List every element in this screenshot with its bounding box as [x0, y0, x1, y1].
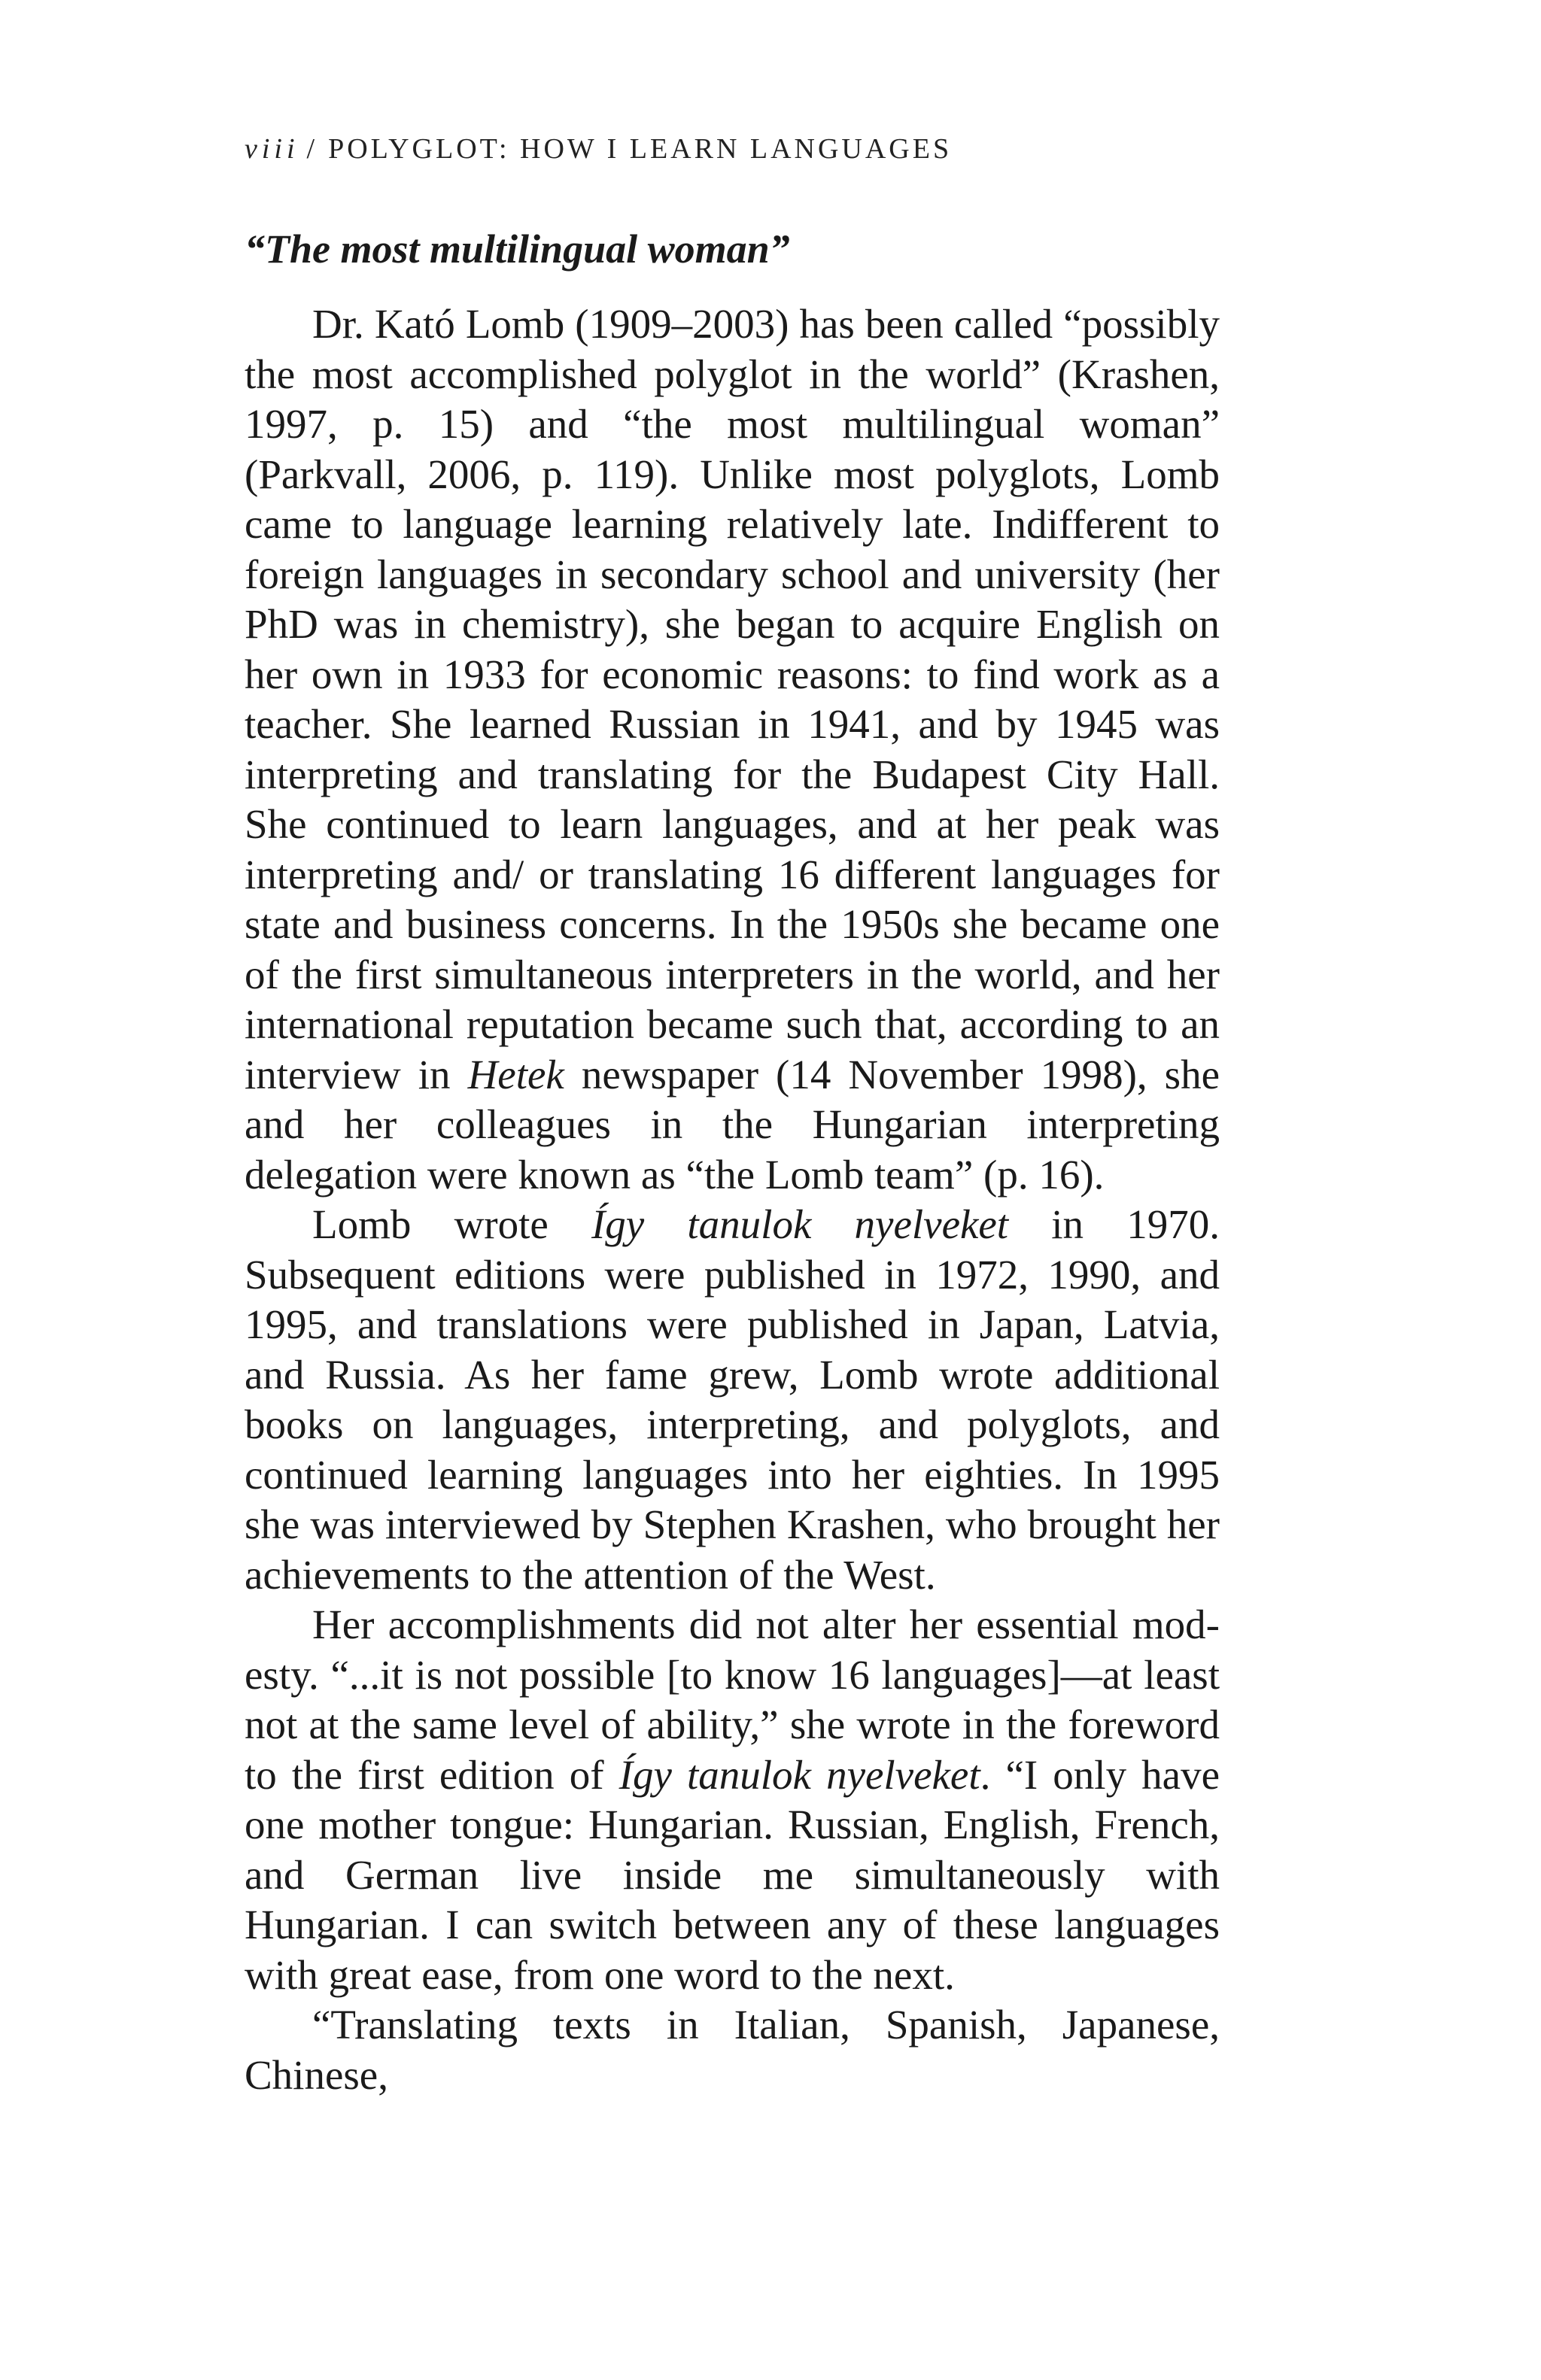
paragraph-2-text-c: in 1970. Subsequent editions were published in 1972, 1990, and 1995, and translations were published in Japan, Latvia, and Russia. As her fame grew, Lomb wrote additional books on languages, interpreting, and polyglots, and continued learning languages into her eighties. In 1995 she was interviewed by Stephen Krashen, who brought her achievements to the attention of the West. [245, 1201, 1220, 1598]
running-head [245, 132, 952, 165]
paragraph-2 [245, 1200, 1220, 1600]
running-title: POLYGLOT: HOW I LEARN LANGUAGES [328, 133, 953, 165]
section-heading: “The most multilingual woman” [245, 226, 790, 272]
paragraph-3-text-c: . “I only have one mother tongue: Hungarian. Russian, English, French, and German live inside me simultaneously with Hungarian. I can switch between any of these languages with great ease, from one word to the next. [245, 1751, 1220, 1998]
paragraph-4-text-a: “Translating texts in Italian, Spanish, Japanese, Chinese, [245, 2002, 1220, 2098]
header-separator: / [306, 133, 318, 165]
paragraph-1-text-c: newspaper (14 November 1998), she and her colleagues in the Hungarian interpreting delegation were known as “the Lomb team” (p. 16). [245, 1051, 1220, 1198]
page-number: viii [245, 133, 299, 165]
paragraph-3 [245, 1600, 1220, 2000]
body-text [245, 299, 1220, 2100]
paragraph-1 [245, 299, 1220, 1200]
paragraph-3-italic-title: Így tanulok nyelveket [619, 1751, 980, 1798]
paragraph-2-text-a: Lomb wrote [312, 1201, 591, 1247]
paragraph-3-text-a: Her accomplishments did not alter her essential modesty. “...it is not possible [to know 16 languages]—at least not at the same level of ability,” she wrote in the foreword to the first edition of [245, 1601, 1220, 1798]
paragraph-1-italic-title: Hetek [467, 1051, 564, 1097]
paragraph-2-italic-title: Így tanulok nyelveket [591, 1201, 1009, 1247]
paragraph-1-text-a: Dr. Kató Lomb (1909–2003) has been called “possibly the most accomplished polyglot in the world” (Krashen, 1997, p. 15) and “the most multilingual woman” (Parkvall, 2006, p. 119). Unlike most polyglots, Lomb came to language learning relatively late. Indifferent to foreign languages in secondary school and university (her PhD was in chemistry), she began to acquire English on her own in 1933 for economic reasons: to find work as a teacher. She learned Russian in 1941, and by 1945 was interpreting and translating for the Budapest City Hall. She continued to learn languages, and at her peak was interpreting and/ or translating 16 different languages for state and business concerns. In the 1950s she became one of the first simultaneous interpreters in the world, and her international reputation became such that, according to an interview in [245, 301, 1220, 1097]
paragraph-4 [245, 2000, 1220, 2100]
